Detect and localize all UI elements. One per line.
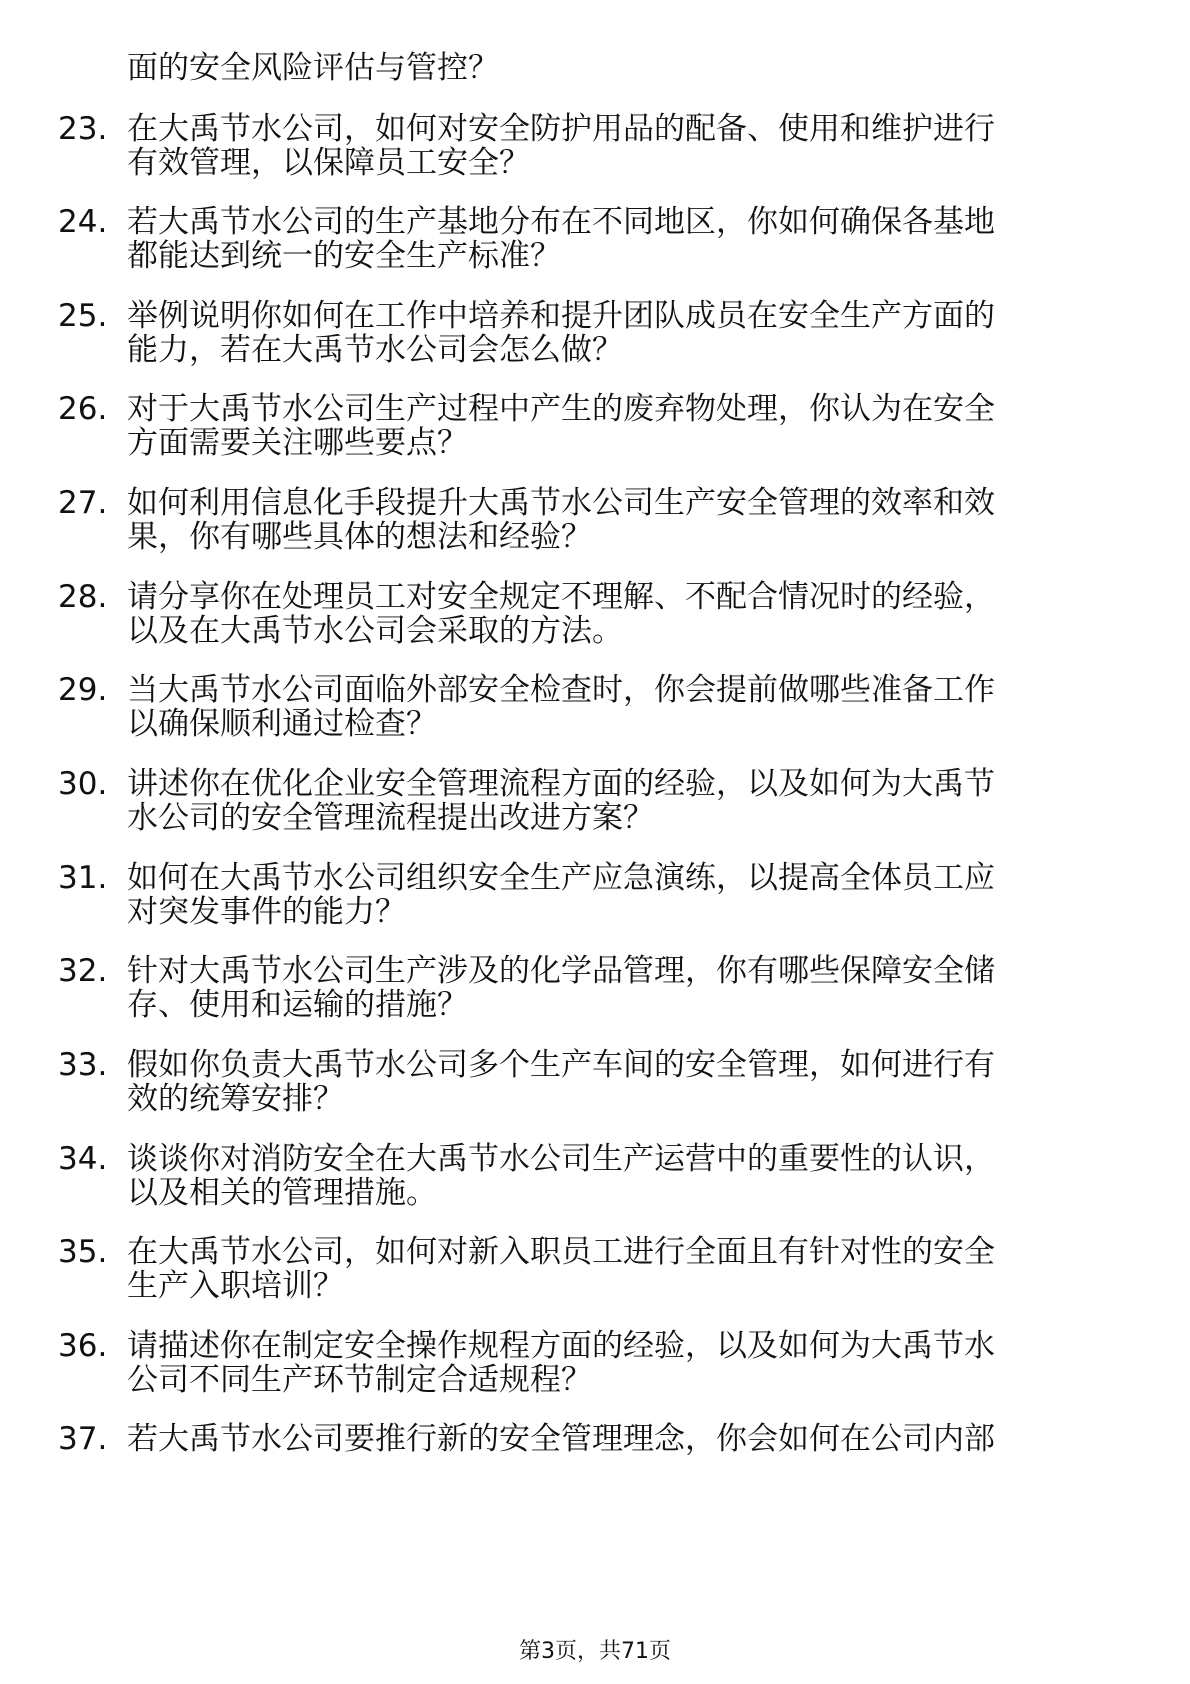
question-number: 24. xyxy=(58,204,108,240)
question-item-36-line-2 xyxy=(0,1356,1190,1404)
question-text: 面的安全风险评估与管控？ xyxy=(127,50,499,86)
question-text: 针对大禹节水公司生产涉及的化学品管理，你有哪些保障安全储 xyxy=(127,953,995,989)
question-number: 28. xyxy=(58,579,108,615)
question-item-33-line-2 xyxy=(0,1075,1190,1123)
question-text: 如何在大禹节水公司组织安全生产应急演练，以提高全体员工应 xyxy=(127,860,995,896)
question-text: 方面需要关注哪些要点？ xyxy=(127,425,468,461)
question-item-35-line-2 xyxy=(0,1262,1190,1310)
question-item-32-line-2 xyxy=(0,981,1190,1029)
question-item-28-line-2 xyxy=(0,607,1190,655)
question-item-25-line-2 xyxy=(0,326,1190,374)
question-text: 在大禹节水公司，如何对安全防护用品的配备、使用和维护进行 xyxy=(127,111,995,147)
question-number: 37. xyxy=(58,1421,108,1457)
question-text: 对于大禹节水公司生产过程中产生的废弃物处理，你认为在安全 xyxy=(127,391,995,427)
question-number: 35. xyxy=(58,1234,108,1270)
question-number: 27. xyxy=(58,485,108,521)
question-text: 假如你负责大禹节水公司多个生产车间的安全管理，如何进行有 xyxy=(127,1047,995,1083)
question-text: 谈谈你对消防安全在大禹节水公司生产运营中的重要性的认识， xyxy=(127,1141,995,1177)
question-number: 33. xyxy=(58,1047,108,1083)
question-item-23-line-2 xyxy=(0,139,1190,187)
question-number: 31. xyxy=(58,860,108,896)
question-text: 举例说明你如何在工作中培养和提升团队成员在安全生产方面的 xyxy=(127,298,995,334)
question-text: 对突发事件的能力？ xyxy=(127,894,406,930)
question-text: 以及相关的管理措施。 xyxy=(127,1175,437,1211)
question-text: 请分享你在处理员工对安全规定不理解、不配合情况时的经验， xyxy=(127,579,995,615)
question-text: 以确保顺利通过检查？ xyxy=(127,706,437,742)
question-number: 34. xyxy=(58,1141,108,1177)
question-text: 如何利用信息化手段提升大禹节水公司生产安全管理的效率和效 xyxy=(127,485,995,521)
question-item-26-line-2 xyxy=(0,419,1190,467)
question-text: 请描述你在制定安全操作规程方面的经验，以及如何为大禹节水 xyxy=(127,1328,995,1364)
question-number: 26. xyxy=(58,391,108,427)
question-text: 生产入职培训？ xyxy=(127,1268,344,1304)
question-text: 讲述你在优化企业安全管理流程方面的经验，以及如何为大禹节 xyxy=(127,766,995,802)
question-text: 效的统筹安排？ xyxy=(127,1081,344,1117)
question-text: 存、使用和运输的措施？ xyxy=(127,987,468,1023)
question-number: 30. xyxy=(58,766,108,802)
question-number: 32. xyxy=(58,953,108,989)
question-item-34-line-2 xyxy=(0,1169,1190,1217)
question-text: 若大禹节水公司的生产基地分布在不同地区，你如何确保各基地 xyxy=(127,204,995,240)
question-text: 能力，若在大禹节水公司会怎么做？ xyxy=(127,332,623,368)
question-item-24-line-2 xyxy=(0,232,1190,280)
question-item-31-line-2 xyxy=(0,888,1190,936)
question-item-27-line-2 xyxy=(0,513,1190,561)
question-text: 水公司的安全管理流程提出改进方案？ xyxy=(127,800,654,836)
page-footer: 第3页，共71页 xyxy=(519,1639,671,1664)
question-text: 以及在大禹节水公司会采取的方法。 xyxy=(127,613,623,649)
question-number: 29. xyxy=(58,672,108,708)
question-number: 25. xyxy=(58,298,108,334)
question-text: 若大禹节水公司要推行新的安全管理理念，你会如何在公司内部 xyxy=(127,1421,995,1457)
question-item-30-line-2 xyxy=(0,794,1190,842)
intro-continuation-line xyxy=(0,44,1190,92)
question-item-29-line-2 xyxy=(0,700,1190,748)
question-text: 当大禹节水公司面临外部安全检查时，你会提前做哪些准备工作 xyxy=(127,672,995,708)
question-text: 公司不同生产环节制定合适规程？ xyxy=(127,1362,592,1398)
question-text: 都能达到统一的安全生产标准？ xyxy=(127,238,561,274)
question-text: 果，你有哪些具体的想法和经验？ xyxy=(127,519,592,555)
question-text: 有效管理，以保障员工安全？ xyxy=(127,145,530,181)
question-item-37 xyxy=(0,1415,1190,1463)
question-number: 36. xyxy=(58,1328,108,1364)
question-number: 23. xyxy=(58,111,108,147)
question-text: 在大禹节水公司，如何对新入职员工进行全面且有针对性的安全 xyxy=(127,1234,995,1270)
